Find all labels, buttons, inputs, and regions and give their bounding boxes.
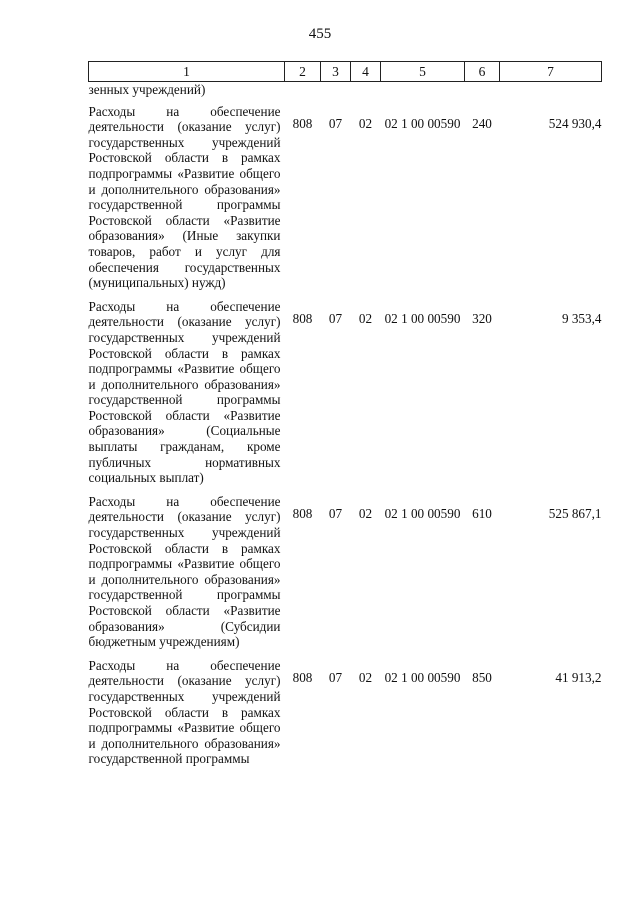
header-col-6: 6 — [465, 62, 500, 82]
table-row — [89, 656, 602, 773]
row-section: 07 — [328, 669, 343, 685]
row-ministry: 808 — [292, 310, 313, 326]
row-ministry: 808 — [292, 669, 313, 685]
row-amount: 41 913,2 — [555, 669, 602, 685]
row-section: 07 — [328, 310, 343, 326]
row-name: Расходы на обеспечение деятельности (оказание услуг) государственных учреждений Ростовской области в рамках подпрограммы «Развитие общего и дополнительного образования» государственной программы Ростовской области «Развитие образования» (Иные закупки товаров, работ и услуг для обеспечения государственных (муниципальных) нужд) — [88, 103, 281, 291]
row-type: 320 — [472, 310, 492, 326]
row-amount: 524 930,4 — [548, 115, 602, 131]
budget-table — [88, 61, 602, 773]
row-amount: 525 867,1 — [548, 505, 602, 521]
row-type: 610 — [472, 505, 492, 521]
row-section: 07 — [328, 505, 343, 521]
table-row — [89, 102, 602, 297]
table-header-row — [89, 62, 602, 82]
row-target: 02 1 00 00590 — [384, 669, 461, 685]
header-col-3: 3 — [321, 62, 351, 82]
header-col-1: 1 — [89, 62, 285, 82]
row-name: Расходы на обеспечение деятельности (оказание услуг) государственных учреждений Ростовской области в рамках подпрограммы «Развитие общего и дополнительного образования» государственной программы Ростовской области «Развитие образования» (Субсидии бюджетным учреждениям) — [88, 493, 281, 650]
row-subsection: 02 — [358, 310, 373, 326]
row-ministry: 808 — [292, 505, 313, 521]
row-name: Расходы на обеспечение деятельности (оказание услуг) государственных учреждений Ростовской области в рамках подпрограммы «Развитие общего и дополнительного образования» государственной программы Ростовской области «Развитие образования» (Социальные выплаты гражданам, кроме публичных нормативных социальных выплат) — [88, 298, 281, 486]
row-target: 02 1 00 00590 — [384, 115, 461, 131]
row-subsection: 02 — [358, 669, 373, 685]
header-col-7: 7 — [500, 62, 602, 82]
row-type: 240 — [472, 115, 492, 131]
row-section: 07 — [328, 115, 343, 131]
row-name: Расходы на обеспечение деятельности (оказание услуг) государственных учреждений Ростовской области в рамках подпрограммы «Развитие общего и дополнительного образования» государственной программы — [88, 657, 281, 767]
continuation-row — [89, 82, 602, 102]
page-number: 455 — [308, 26, 332, 42]
row-target: 02 1 00 00590 — [384, 505, 461, 521]
continuation-text: зенных учреждений) — [88, 82, 206, 97]
row-subsection: 02 — [358, 115, 373, 131]
row-type: 850 — [472, 669, 492, 685]
row-subsection: 02 — [358, 505, 373, 521]
table-row — [89, 492, 602, 656]
header-col-2: 2 — [285, 62, 321, 82]
row-target: 02 1 00 00590 — [384, 310, 461, 326]
header-col-5: 5 — [381, 62, 465, 82]
row-ministry: 808 — [292, 115, 313, 131]
table-row — [89, 297, 602, 492]
row-amount: 9 353,4 — [561, 310, 602, 326]
header-col-4: 4 — [351, 62, 381, 82]
